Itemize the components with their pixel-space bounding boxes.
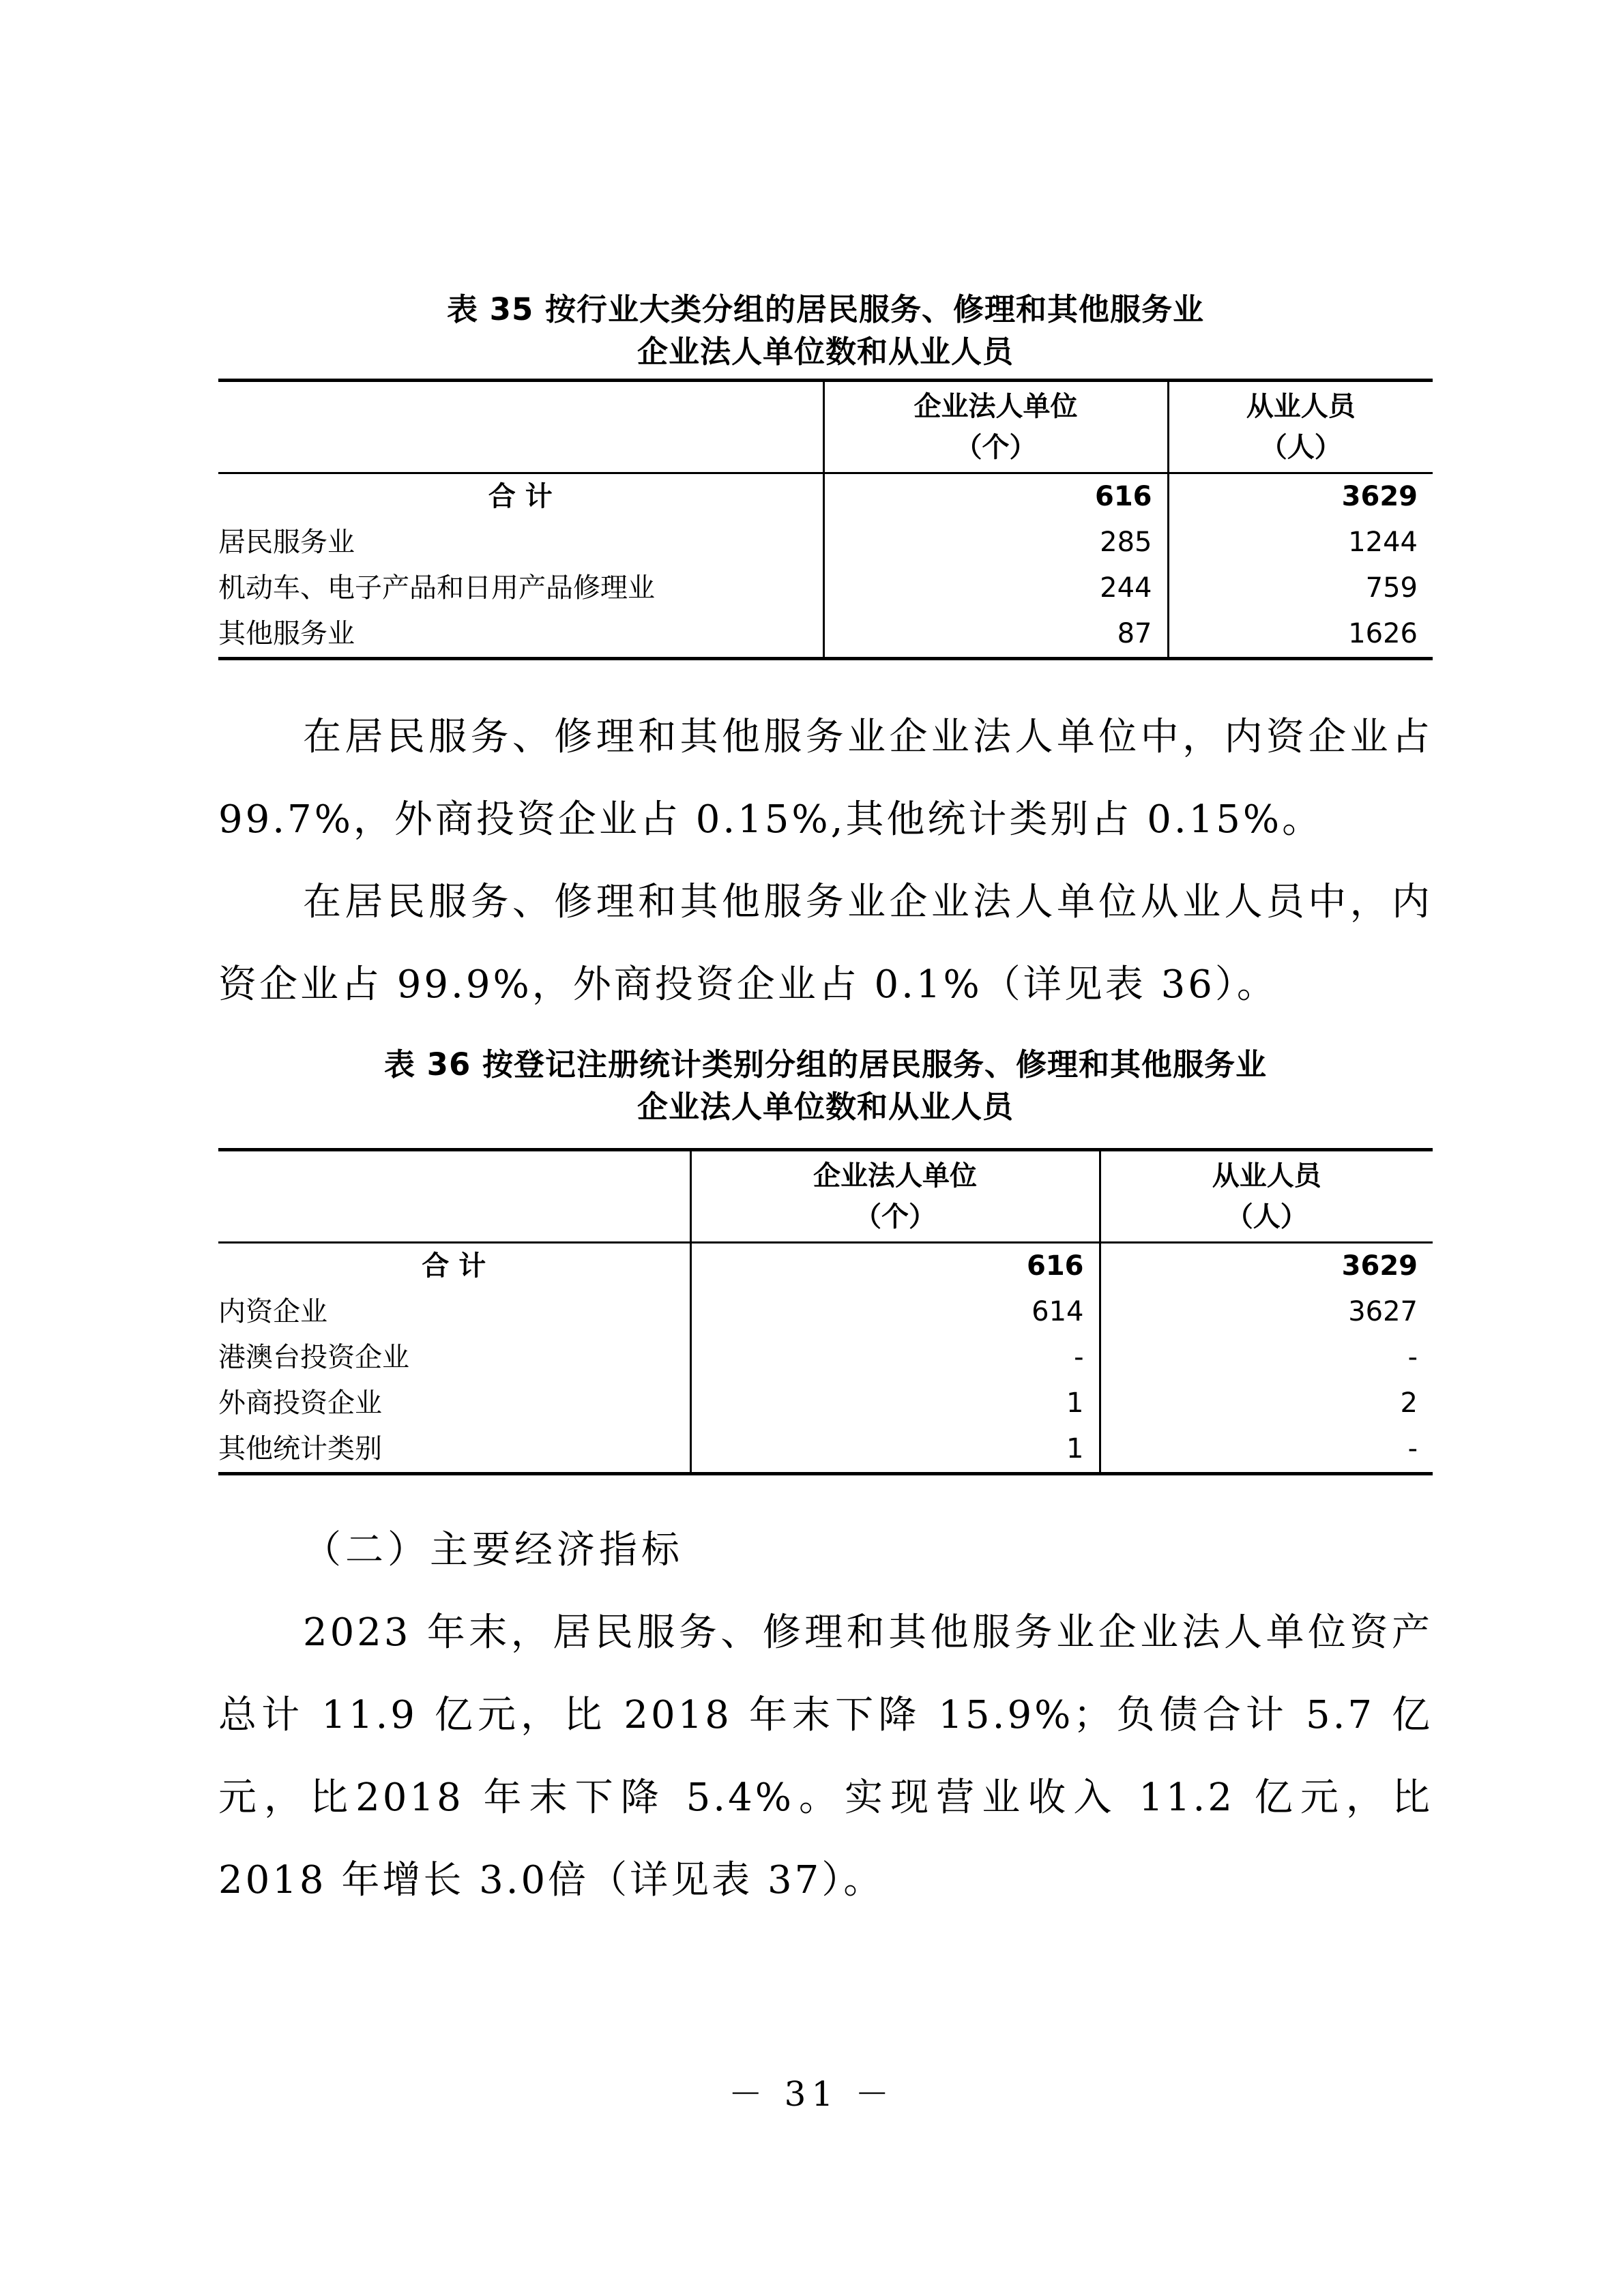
paragraph-1: 在居民服务、修理和其他服务业企业法人单位中，内资企业占99.7%，外商投资企业占 0.15%,其他统计类别占 0.15%。 — [218, 715, 1433, 842]
table-row — [218, 1335, 1433, 1381]
row-units: 616 — [690, 1243, 1100, 1290]
table-35-header-persons: 从业人员 （人） — [1168, 381, 1433, 473]
table-36 — [218, 1148, 1433, 1475]
table-35-header-row — [218, 381, 1433, 473]
row-persons: 3627 — [1100, 1289, 1433, 1335]
row-label: 其他统计类别 — [218, 1433, 382, 1465]
row-units: 87 — [823, 611, 1168, 659]
paragraph-3: 2023 年末，居民服务、修理和其他服务业企业法人单位资产总计 11.9 亿元，比 2018 年末下降 15.9%；负债合计 5.7 亿元，比2018 年末下降 5.4%。实现营业收入 11.2 亿元，比 2018 年增长 3.0倍（详见表 37）。 — [218, 1610, 1433, 1902]
table-row — [218, 611, 1433, 659]
table-36-caption-line1: 表 36 按登记注册统计类别分组的居民服务、修理和其他服务业 — [384, 1046, 1267, 1083]
table-row — [218, 1289, 1433, 1335]
row-persons: 1626 — [1168, 611, 1433, 659]
table-36-header-blank — [218, 1150, 690, 1243]
table-35-header-units: 企业法人单位 （个） — [823, 381, 1168, 473]
table-35-caption — [218, 289, 1433, 373]
table-row — [218, 520, 1433, 565]
row-persons: - — [1100, 1426, 1433, 1474]
table-36-caption — [218, 1044, 1433, 1128]
row-units: 285 — [823, 520, 1168, 565]
table-row — [218, 473, 1433, 520]
row-persons: 759 — [1168, 565, 1433, 611]
table-36-header-units: 企业法人单位 （个） — [690, 1150, 1100, 1243]
table-35 — [218, 379, 1433, 660]
row-units: - — [690, 1335, 1100, 1381]
row-persons: 3629 — [1168, 473, 1433, 520]
row-label: 内资企业 — [218, 1296, 327, 1327]
row-units: 616 — [823, 473, 1168, 520]
table-36-header-persons: 从业人员 （人） — [1100, 1150, 1433, 1243]
table-row — [218, 1426, 1433, 1474]
row-label: 港澳台投资企业 — [218, 1342, 409, 1373]
table-35-caption-line2: 企业法人单位数和从业人员 — [637, 334, 1014, 370]
row-units: 244 — [823, 565, 1168, 611]
row-persons: 3629 — [1100, 1243, 1433, 1290]
row-label: 合 计 — [488, 481, 553, 512]
row-units: 614 — [690, 1289, 1100, 1335]
row-persons: - — [1100, 1335, 1433, 1381]
table-row — [218, 565, 1433, 611]
table-row — [218, 1381, 1433, 1426]
table-36-caption-line2: 企业法人单位数和从业人员 — [637, 1089, 1014, 1125]
table-row — [218, 1243, 1433, 1290]
row-persons: 1244 — [1168, 520, 1433, 565]
row-units: 1 — [690, 1381, 1100, 1426]
row-label: 外商投资企业 — [218, 1387, 382, 1419]
row-label: 机动车、电子产品和日用产品修理业 — [218, 572, 655, 604]
page-number: － 31 － — [728, 2074, 895, 2114]
row-label: 其他服务业 — [218, 618, 355, 649]
paragraph-2: 在居民服务、修理和其他服务业企业法人单位从业人员中，内资企业占 99.9%，外商投资企业占 0.1%（详见表 36）。 — [218, 880, 1433, 1007]
row-persons: 2 — [1100, 1381, 1433, 1426]
table-35-caption-line1: 表 35 按行业大类分组的居民服务、修理和其他服务业 — [447, 291, 1204, 327]
table-36-header-row — [218, 1150, 1433, 1243]
row-label: 合 计 — [422, 1250, 486, 1282]
section-heading: （二）主要经济指标 — [303, 1528, 684, 1572]
row-label: 居民服务业 — [218, 527, 355, 558]
table-35-header-blank — [218, 381, 823, 473]
row-units: 1 — [690, 1426, 1100, 1474]
